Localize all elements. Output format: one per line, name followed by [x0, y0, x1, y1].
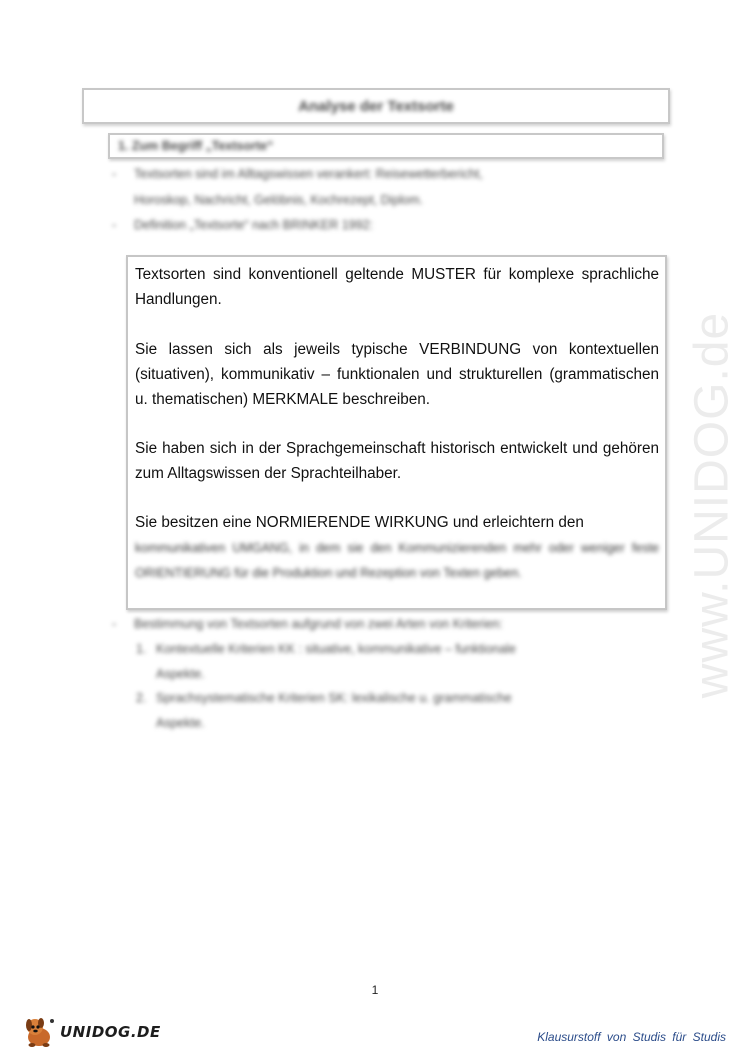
section-heading-box — [108, 133, 664, 159]
dog-mascot-icon — [22, 1015, 56, 1049]
bullet-dash: - — [112, 218, 117, 232]
bullet-dash: - — [112, 617, 117, 631]
list-text: Aspekte. — [156, 716, 205, 730]
list-number: 2. — [136, 691, 147, 705]
definition-paragraph-4-blurred: kommunikativen UMGANG, in dem sie den Kommunizierenden mehr oder weniger feste ORIENTIERUNG für die Produktion und Rezeption von Texten geben. — [135, 541, 659, 580]
definition-paragraph-2: Sie lassen sich als jeweils typische VERBINDUNG von kontextuellen (situativen), kommunikativ – funktionalen und strukturellen (grammatischen u. thematischen) MERKMALE beschreiben. — [135, 341, 659, 408]
definition-paragraph-3: Sie haben sich in der Sprachgemeinschaft historisch entwickelt und gehören zum Alltagswissen der Sprachteilhaber. — [135, 440, 659, 482]
page-title: Analyse der Textsorte — [298, 97, 454, 115]
bullet-text: Textsorten sind im Alltagswissen verankert: Reisewetterbericht, — [134, 167, 483, 181]
bullet-text: Definition „Textsorte“ nach BRINKER 1992: — [134, 218, 373, 232]
list-text: Aspekte. — [156, 667, 205, 681]
bullet-text: Bestimmung von Textsorten aufgrund von zwei Arten von Kriterien: — [134, 617, 503, 631]
list-text: Kontextuelle Kriterien KK : situative, kommunikative – funktionale — [156, 642, 516, 656]
list-number: 1. — [136, 642, 147, 656]
bullet-dash: - — [112, 167, 117, 181]
footer-tagline: Klausurstoff von Studis für Studis — [537, 1030, 726, 1044]
logo-text: UNIDOG.DE — [60, 1023, 161, 1041]
section-heading: 1. Zum Begriff „Textsorte“ — [118, 139, 274, 153]
page-number: 1 — [371, 983, 379, 997]
unidog-logo[interactable] — [22, 1014, 161, 1050]
page-title-box — [82, 88, 670, 124]
watermark: www.UNIDOG.de — [685, 311, 739, 699]
list-text: Sprachsystematische Kriterien SK: lexikalische u. grammatische — [156, 691, 512, 705]
definition-paragraph-4: Sie besitzen eine NORMIERENDE WIRKUNG und erleichtern den — [135, 514, 584, 531]
bullet-text: Horoskop, Nachricht, Gelöbnis, Kochrezept, Diplom. — [134, 193, 424, 207]
definition-paragraph-1: Textsorten sind konventionell geltende MUSTER für komplexe sprachliche Handlungen. — [135, 266, 659, 308]
